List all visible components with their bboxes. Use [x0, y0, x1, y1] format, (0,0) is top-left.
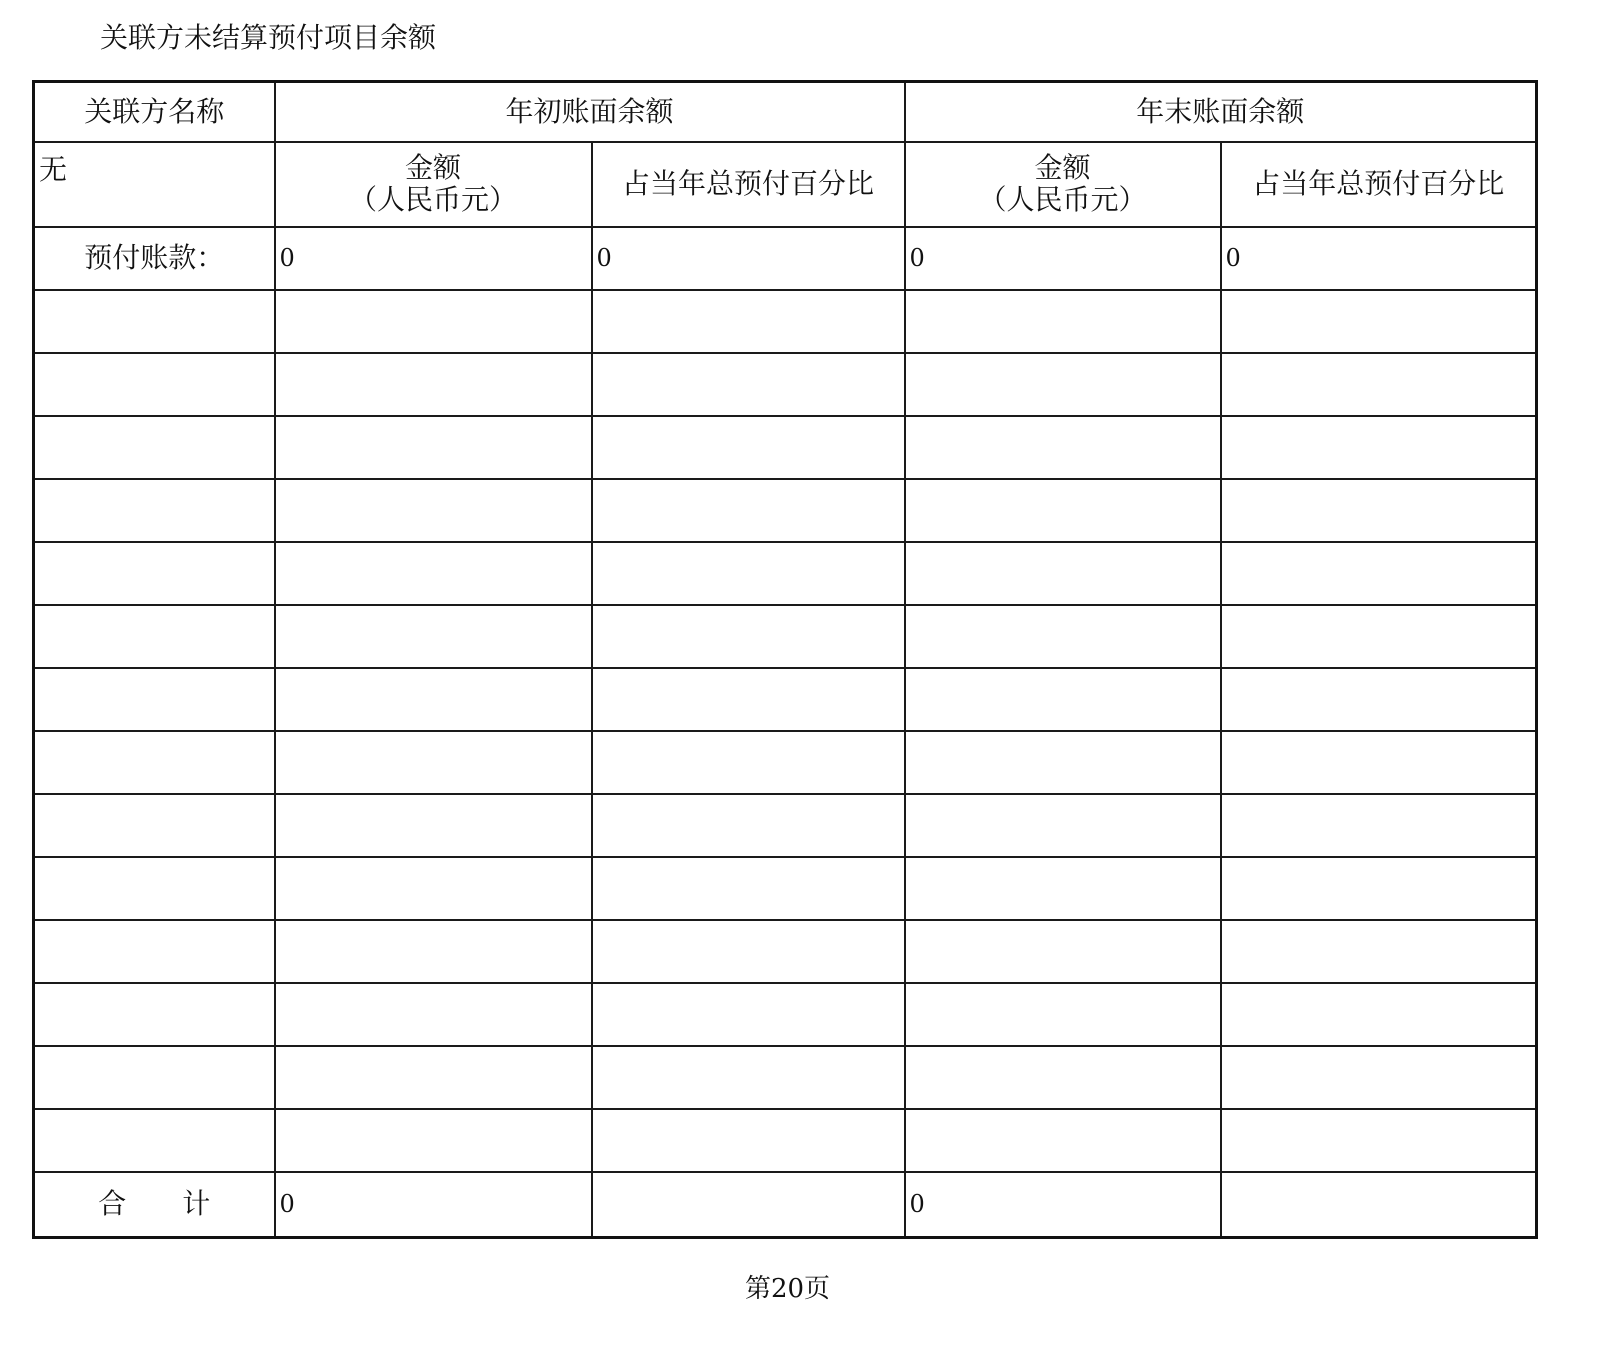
empty-cell: [34, 605, 275, 668]
empty-cell: [592, 479, 905, 542]
empty-cell: [275, 668, 592, 731]
empty-cell: [905, 1046, 1221, 1109]
empty-row: [34, 920, 1537, 983]
header-closing-amount-label: 金额: [1034, 151, 1091, 184]
empty-row: [34, 794, 1537, 857]
prepayment-row: [34, 227, 1537, 290]
prepayment-label: 预付账款：: [34, 227, 275, 290]
empty-cell: [592, 731, 905, 794]
empty-cell: [34, 668, 275, 731]
empty-cell: [275, 605, 592, 668]
empty-cell: [34, 353, 275, 416]
empty-cell: [275, 1046, 592, 1109]
prepayment-opening-amount: 0: [275, 227, 592, 290]
empty-cell: [1221, 353, 1537, 416]
empty-row: [34, 605, 1537, 668]
header-row-columns: [34, 142, 1537, 227]
empty-row: [34, 1046, 1537, 1109]
empty-cell: [34, 479, 275, 542]
empty-cell: [592, 416, 905, 479]
empty-cell: [34, 1046, 275, 1109]
empty-row: [34, 290, 1537, 353]
empty-cell: [34, 542, 275, 605]
empty-cell: [1221, 857, 1537, 920]
empty-row: [34, 857, 1537, 920]
empty-cell: [1221, 416, 1537, 479]
empty-cell: [592, 353, 905, 416]
empty-cell: [1221, 794, 1537, 857]
empty-cell: [275, 920, 592, 983]
empty-cell: [592, 857, 905, 920]
empty-cell: [275, 542, 592, 605]
empty-cell: [1221, 920, 1537, 983]
header-opening-balance: 年初账面余额: [275, 82, 905, 142]
empty-cell: [905, 983, 1221, 1046]
empty-cell: [905, 542, 1221, 605]
empty-cell: [1221, 668, 1537, 731]
total-label: 合 计: [34, 1172, 275, 1238]
empty-cell: [905, 353, 1221, 416]
empty-cell: [275, 1109, 592, 1172]
empty-cell: [1221, 290, 1537, 353]
header-closing-amount-unit: （人民币元）: [978, 183, 1147, 216]
empty-cell: [592, 1109, 905, 1172]
empty-cell: [275, 731, 592, 794]
empty-cell: [592, 1046, 905, 1109]
header-closing-balance: 年末账面余额: [905, 82, 1537, 142]
empty-cell: [905, 416, 1221, 479]
empty-cell: [34, 731, 275, 794]
empty-cell: [275, 416, 592, 479]
total-opening-amount: 0: [275, 1172, 592, 1238]
empty-cell: [905, 731, 1221, 794]
empty-cell: [1221, 983, 1537, 1046]
empty-cell: [34, 1109, 275, 1172]
section-title: 关联方未结算预付项目余额: [100, 21, 437, 54]
empty-cell: [1221, 1046, 1537, 1109]
empty-cell: [592, 605, 905, 668]
empty-cell: [905, 290, 1221, 353]
empty-row: [34, 353, 1537, 416]
empty-cell: [34, 983, 275, 1046]
empty-cell: [275, 857, 592, 920]
empty-cell: [34, 920, 275, 983]
empty-row: [34, 983, 1537, 1046]
empty-cell: [1221, 1109, 1537, 1172]
empty-cell: [905, 857, 1221, 920]
empty-cell: [592, 920, 905, 983]
empty-cell: [34, 290, 275, 353]
empty-row: [34, 731, 1537, 794]
total-row: [34, 1172, 1537, 1238]
empty-row: [34, 479, 1537, 542]
header-row-groups: [34, 82, 1537, 142]
header-opening-amount: [275, 142, 592, 227]
prepayment-closing-percentage: 0: [1221, 227, 1537, 290]
empty-cell: [592, 794, 905, 857]
empty-cell: [905, 668, 1221, 731]
header-opening-amount-unit: （人民币元）: [348, 183, 517, 216]
empty-cell: [275, 353, 592, 416]
empty-cell: [275, 290, 592, 353]
empty-row: [34, 668, 1537, 731]
prepayment-closing-amount: 0: [905, 227, 1221, 290]
header-opening-amount-label: 金额: [404, 151, 461, 184]
empty-cell: [1221, 605, 1537, 668]
header-opening-percentage: 占当年总预付百分比: [592, 142, 905, 227]
header-party-name: 关联方名称: [34, 82, 275, 142]
empty-cell: [905, 920, 1221, 983]
empty-cell: [34, 794, 275, 857]
related-party-prepayment-table: [32, 80, 1538, 1239]
total-opening-percentage: [592, 1172, 905, 1238]
empty-cell: [905, 794, 1221, 857]
empty-cell: [592, 668, 905, 731]
header-closing-percentage: 占当年总预付百分比: [1221, 142, 1537, 227]
empty-row: [34, 416, 1537, 479]
page-number: 第20页: [744, 1274, 831, 1304]
empty-row: [34, 542, 1537, 605]
empty-cell: [1221, 731, 1537, 794]
empty-cell: [592, 290, 905, 353]
header-closing-amount: [905, 142, 1221, 227]
empty-cell: [34, 416, 275, 479]
party-name-value: 无: [34, 142, 275, 227]
empty-cell: [275, 794, 592, 857]
empty-cell: [905, 605, 1221, 668]
empty-row: [34, 1109, 1537, 1172]
empty-cell: [275, 983, 592, 1046]
empty-cell: [905, 479, 1221, 542]
total-closing-amount: 0: [905, 1172, 1221, 1238]
empty-cell: [275, 479, 592, 542]
total-closing-percentage: [1221, 1172, 1537, 1238]
empty-cell: [1221, 542, 1537, 605]
prepayment-opening-percentage: 0: [592, 227, 905, 290]
empty-cell: [592, 983, 905, 1046]
empty-cell: [592, 542, 905, 605]
empty-cell: [905, 1109, 1221, 1172]
empty-cell: [1221, 479, 1537, 542]
empty-cell: [34, 857, 275, 920]
